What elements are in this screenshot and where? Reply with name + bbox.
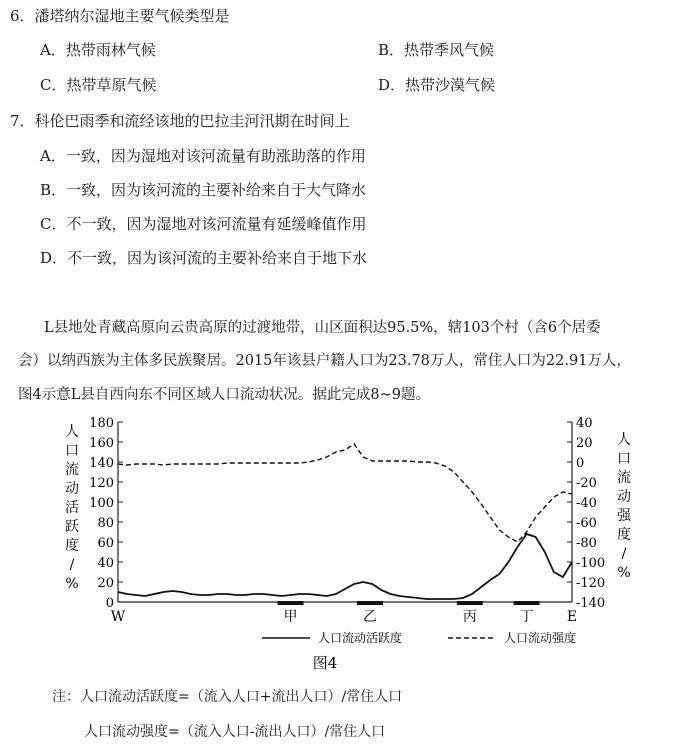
axis-label-char: % — [617, 565, 631, 581]
right-tick-label: 0 — [576, 456, 585, 471]
passage-line-1: L县地处青藏高原向云贵高原的过渡地带，山区面积达95.5%，辖103个村（含6个居委 — [44, 320, 601, 336]
axis-label-char: 动 — [65, 481, 79, 497]
left-tick-label: 40 — [97, 556, 114, 571]
axis-label-char: 强 — [617, 508, 631, 524]
left-tick-label: 0 — [105, 596, 114, 611]
note-line-2: 人口流动强度=（流入人口-流出人口）/常住人口 — [84, 724, 386, 740]
q7-option-d[interactable]: D．不一致，因为该河流的主要补给来自于地下水 — [40, 249, 368, 267]
left-tick-label: 60 — [97, 536, 114, 551]
legend-label: 人口流动活跃度 — [318, 631, 403, 645]
passage-line-3: 图4示意L县自西向东不同区域人口流动状况。据此完成8~9题。 — [18, 387, 430, 403]
x-tick-label: E — [566, 609, 578, 625]
q7-option-b[interactable]: B．一致，因为该河流的主要补给来自于大气降水 — [40, 181, 367, 199]
x-tick-label: 乙 — [362, 609, 377, 625]
legend-label: 人口流动强度 — [504, 631, 577, 645]
axis-label-char: 流 — [65, 462, 79, 478]
q7-option-c[interactable]: C．不一致，因为湿地对该河流量有延缓峰值作用 — [40, 215, 367, 233]
axis-label-char: 口 — [617, 451, 631, 467]
axis-label-char: / — [621, 546, 627, 562]
left-axis-label — [65, 424, 79, 592]
right-tick-label: -100 — [576, 556, 606, 571]
right-tick-label: -60 — [576, 516, 597, 531]
population-flow-chart — [0, 410, 692, 680]
chart-legend — [262, 630, 576, 645]
right-tick-label: -40 — [576, 496, 597, 511]
q6-option-b[interactable]: B．热带季风气候 — [378, 41, 495, 59]
axis-label-char: 活 — [65, 500, 79, 516]
right-tick-label: 20 — [576, 436, 593, 451]
question-7-stem: 7．科伦巴雨季和流经该地的巴拉圭河汛期在时间上 — [10, 112, 350, 130]
x-tick-label: 甲 — [283, 609, 298, 625]
axis-label-char: / — [69, 557, 75, 573]
x-tick-label: W — [110, 609, 126, 625]
right-tick-label: -120 — [576, 576, 606, 591]
right-axis-label — [617, 432, 632, 581]
x-tick-label: 丁 — [519, 609, 534, 625]
chart-axes — [118, 422, 572, 602]
axis-label-char: 动 — [617, 489, 631, 505]
chart-series — [118, 444, 572, 599]
axis-label-char: 流 — [617, 470, 631, 486]
axis-label-char: 跃 — [65, 519, 79, 535]
q6-option-c[interactable]: C．热带草原气候 — [40, 76, 157, 94]
axis-label-char: 度 — [617, 527, 631, 543]
q6-option-a[interactable]: A．热带雨林气候 — [40, 41, 156, 59]
passage-line-2: 会）以纳西族为主体多民族聚居。2015年该县户籍人口为23.78万人，常住人口为22.91万人， — [18, 353, 631, 369]
left-tick-label: 20 — [97, 576, 114, 591]
series-line-intensity — [118, 444, 572, 542]
left-tick-label: 80 — [97, 516, 114, 531]
question-6-stem: 6．潘塔纳尔湿地主要气候类型是 — [10, 7, 230, 25]
chart-title: 图4 — [312, 654, 338, 672]
axis-label-char: 人 — [617, 432, 631, 448]
note-line-1: 注：人口流动活跃度=（流入人口+流出人口）/常住人口 — [52, 689, 403, 705]
right-tick-label: 40 — [576, 416, 593, 431]
right-tick-label: -20 — [576, 476, 597, 491]
axis-label-char: % — [65, 576, 79, 592]
left-tick-label: 140 — [89, 456, 114, 471]
right-tick-label: -80 — [576, 536, 597, 551]
q6-option-d[interactable]: D．热带沙漠气候 — [378, 76, 496, 94]
axis-label-char: 人 — [65, 424, 79, 440]
axis-label-char: 口 — [65, 443, 79, 459]
right-tick-label: -140 — [576, 596, 606, 611]
left-tick-label: 160 — [89, 436, 114, 451]
left-tick-label: 100 — [89, 496, 114, 511]
right-axis-ticks — [567, 416, 605, 611]
q7-option-a[interactable]: A．一致，因为湿地对该河流量有助涨助落的作用 — [40, 147, 366, 165]
left-tick-label: 120 — [89, 476, 114, 491]
x-axis-ticks — [111, 603, 577, 625]
series-line-activity — [118, 534, 572, 599]
x-tick-label: 丙 — [462, 609, 477, 625]
axis-label-char: 度 — [65, 538, 79, 554]
left-tick-label: 180 — [89, 416, 114, 431]
